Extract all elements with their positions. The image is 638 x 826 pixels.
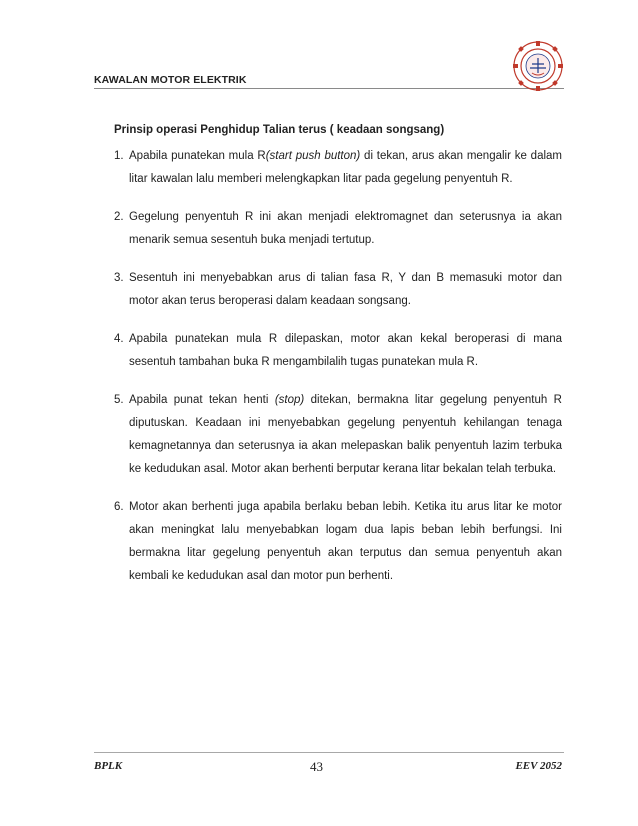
- list-item: [114, 267, 562, 313]
- list-item-text: [129, 145, 562, 191]
- list-item: [114, 206, 562, 252]
- institution-seal-icon: [512, 40, 564, 92]
- list-item-text: Apabila punatekan mula R dilepaskan, motor akan kekal beroperasi di mana sesentuh tambahan buka R mengambilalih tugas punatekan mula R.: [129, 333, 562, 368]
- list-item-number: 4.: [114, 333, 124, 345]
- list-item-number: 5.: [114, 394, 124, 406]
- list-item-text-italic: (start push button): [265, 150, 361, 162]
- page-header-title: KAWALAN MOTOR ELEKTRIK: [94, 74, 247, 86]
- header-divider: [94, 88, 564, 89]
- footer-divider: [94, 752, 564, 753]
- list-item-text-part: Apabila punat tekan henti: [129, 394, 275, 406]
- list-item: [114, 496, 562, 588]
- footer-left-label: BPLK: [94, 760, 123, 772]
- operation-steps-list: [114, 145, 562, 588]
- list-item-number: 3.: [114, 272, 124, 284]
- footer-right-label: EEV 2052: [515, 760, 562, 772]
- list-item-text: Motor akan berhenti juga apabila berlaku beban lebih. Ketika itu arus litar ke motor akan meningkat lalu menyebabkan logam dua lapis beban lebih berfungsi. Ini bermakna litar gegelung penyentuh akan terputus dan semua penyentuh akan kembali ke kedudukan asal dan motor pun berhenti.: [129, 501, 562, 582]
- list-item-number: 6.: [114, 501, 124, 513]
- list-item-number: 1.: [114, 150, 124, 162]
- list-item-text: [129, 389, 562, 481]
- page-number: 43: [310, 759, 323, 774]
- list-item-text-italic: (stop): [274, 394, 305, 406]
- list-item-text-part: Apabila punatekan mula R: [129, 150, 266, 162]
- list-item-text: Sesentuh ini menyebabkan arus di talian fasa R, Y dan B memasuki motor dan motor akan terus beroperasi dalam keadaan songsang.: [129, 272, 562, 307]
- section-heading: Prinsip operasi Penghidup Talian terus ( keadaan songsang): [114, 124, 445, 136]
- list-item: [114, 389, 562, 481]
- list-item-text: Gegelung penyentuh R ini akan menjadi elektromagnet dan seterusnya ia akan menarik semua sesentuh buka menjadi tertutup.: [129, 211, 562, 246]
- list-item-text-part: ditekan, bermakna litar gegelung penyentuh R diputuskan. Keadaan ini menyebabkan gegelung penyentuh kehilangan tenaga kemagnetannya dan seterusnya ia akan melepaskan balik penyentuh lazim terbuka ke kedudukan asal. Motor akan berhenti berputar kerana litar bekalan telah terbuka.: [129, 394, 562, 475]
- list-item: [114, 328, 562, 374]
- list-item-text-part: di tekan, arus akan mengalir ke dalam litar kawalan lalu memberi melengkapkan litar pada gegelung penyentuh R.: [129, 150, 562, 185]
- list-item: [114, 145, 562, 191]
- list-item-number: 2.: [114, 211, 124, 223]
